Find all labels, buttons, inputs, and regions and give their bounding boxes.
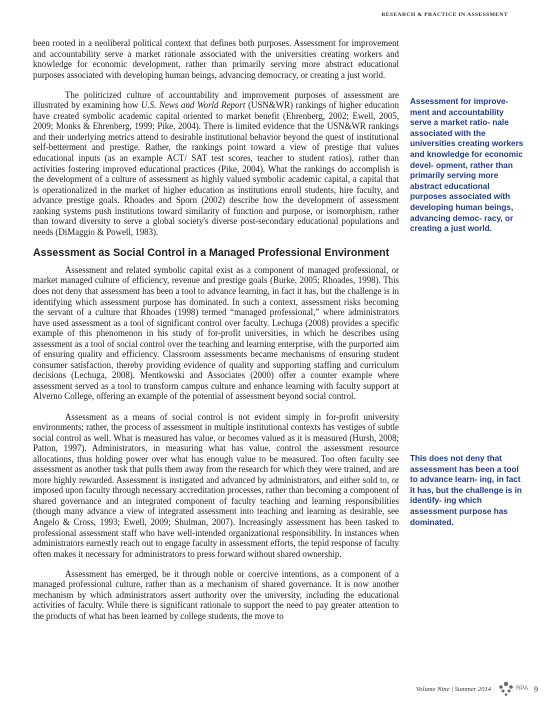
page-number: 9 xyxy=(534,684,538,694)
paragraph-2-rest: (USN&WR) rankings of higher education have created symbolic academic capital oriented to market benefit (Ehrenberg, 2002; Ewell, 2005, 2009; Monks & Ehrenberg, 1999; Pike, 2004). There is limited evidence that the USN&WR rankings and their underlying metrics attend to desirable institutional behavior beyond the quest of institutional self-betterment and prestige. Rather, the rankings point toward a view of prestige that values educational inputs (as an example ACT/ SAT test scores, teacher to student ratios), rather than activities fostering improved educational practices (Pike, 2004). What the rankings do accomplish is the development of a culture of assessment as highly valued symbolic academic capital, a capital that is operationalized in the market of higher education as institutions enroll students, hire faculty, and advance prestige goals. Rhoades and Sporn (2002) describe how the development of assessment ranking systems push institutions toward similarity of function and purpose, or isomorphism, rather than toward diversity to serve a global society's diverse post-secondary educational populations and needs (DiMaggio & Powell, 1983). xyxy=(33,100,399,237)
publication-title: U.S. News and World Report xyxy=(141,100,246,111)
issue-info: Volume Nine | Summer 2014 xyxy=(416,685,492,693)
paragraph-4: Assessment as a means of social control is not evident simply in for-profit university environments; rather, the process of assessment in multiple institutional contexts has vestiges of subtle social control as well. What is measured has value, or becomes valued as it is measured (Hursh, 2008; Patton, 1997). Administrators, in measuring what has value, control the assessment resource allocations, thus holding power over what has enough value to be measured. Too often faculty see assessment as another task that pulls them away from the research for which they were trained, and are more highly rewarded. Assessment is instigated and advanced by administrators, and either sold to, or imposed upon faculty through necessary accreditation processes, rather than becoming a component of shared governance and an integrated component of faculty teaching and learning responsibilities (though many advance a view of integrated assessment into teaching and learning as desirable, see Angelo & Cross, 1993; Ewell, 2009; Shulman, 2007). Increasingly assessment has been tasked to professional assessment staff who have well-intended organizational responsibility. In instances when administrators earnestly reach out to engage faculty in assessment efforts, the tepid response of faculty often makes it necessary for administrators to press forward without shared ownership. xyxy=(33,411,399,559)
paragraph-5: Assessment has emerged, be it through noble or coercive intentions, as a component of a managed professional culture, rather than as a mechanism of shared governance. It is now another mechanism by which administrators assert authority over the university, including the educational activities of faculty. While there is significant rationale to support the need to pay greater attention to the products of what has been learned by college students, the move to xyxy=(33,568,399,621)
paragraph-3: Assessment and related symbolic capital exist as a component of managed professional, or market managed culture of efficiency, revenue and prestige goals (Burke, 2005; Rhoades, 1998). This does not deny that assessment has been a tool to advance learning, in fact it has, but the challenge is in identifying which assessment purpose has dominated. In such a context, assessment risks becoming the servant of a culture that Rhoades (1998) termed “managed professional,” where administrators have used assessment as a tool of significant control over faculty. Lechuga (2008) provides a specific example of this phenomenon in his study of for-profit universities, in which he describes using assessment as a tool of social control over the teaching and learning enterprise, with the purported aim of ensuring quality and efficiency. Classroom assessments became mechanisms of ensuring student consumer satisfaction, thereby providing evidence of quality and supporting staffing and curriculum decisions (Lechuga, 2008). Mentkowski and Associates (2000) offer a counter example where assessment served as a tool to transform campus culture and enhance learning with faculty support at Alverno College, offering an example of the potential of assessment beyond social control. xyxy=(33,264,399,402)
rpa-logo xyxy=(497,681,528,697)
pullquote-1: Assessment for improve- ment and accountability serve a market ratio- nale associated with the universities creating workers and knowledge for economic devel- opment, rather than primarily serving more abstract educational purposes associated with developing human beings, advancing democ- racy, or creating a just world. xyxy=(410,97,524,234)
main-column xyxy=(33,38,399,631)
running-head: RESEARCH & PRACTICE IN ASSESSMENT xyxy=(381,12,508,18)
paragraph-2 xyxy=(33,90,399,238)
paragraph-2-start: The politicized culture of accountability and improvement purposes of assessment are illustrated by examining how xyxy=(33,89,399,111)
pullquote-2: This does not deny that assessment has been a tool to advance learn- ing, in fact it has, but the challenge is in identify- ing which assessment purpose has dominated. xyxy=(410,454,522,527)
rpa-logo-text: RPA xyxy=(516,686,528,692)
rpa-logo-dots-icon xyxy=(497,681,515,697)
footer xyxy=(416,681,538,697)
section-heading: Assessment as Social Control in a Managed Professional Environment xyxy=(33,247,390,260)
paragraph-1: been rooted in a neoliberal political context that defines both purposes. Assessment for improvement and accountability serve a market rationale associated with the universities creating workers and knowledge for economic development, rather than primarily serving more abstract educational purposes associated with developing human beings, advancing democracy, or creating a just world. xyxy=(33,38,399,80)
